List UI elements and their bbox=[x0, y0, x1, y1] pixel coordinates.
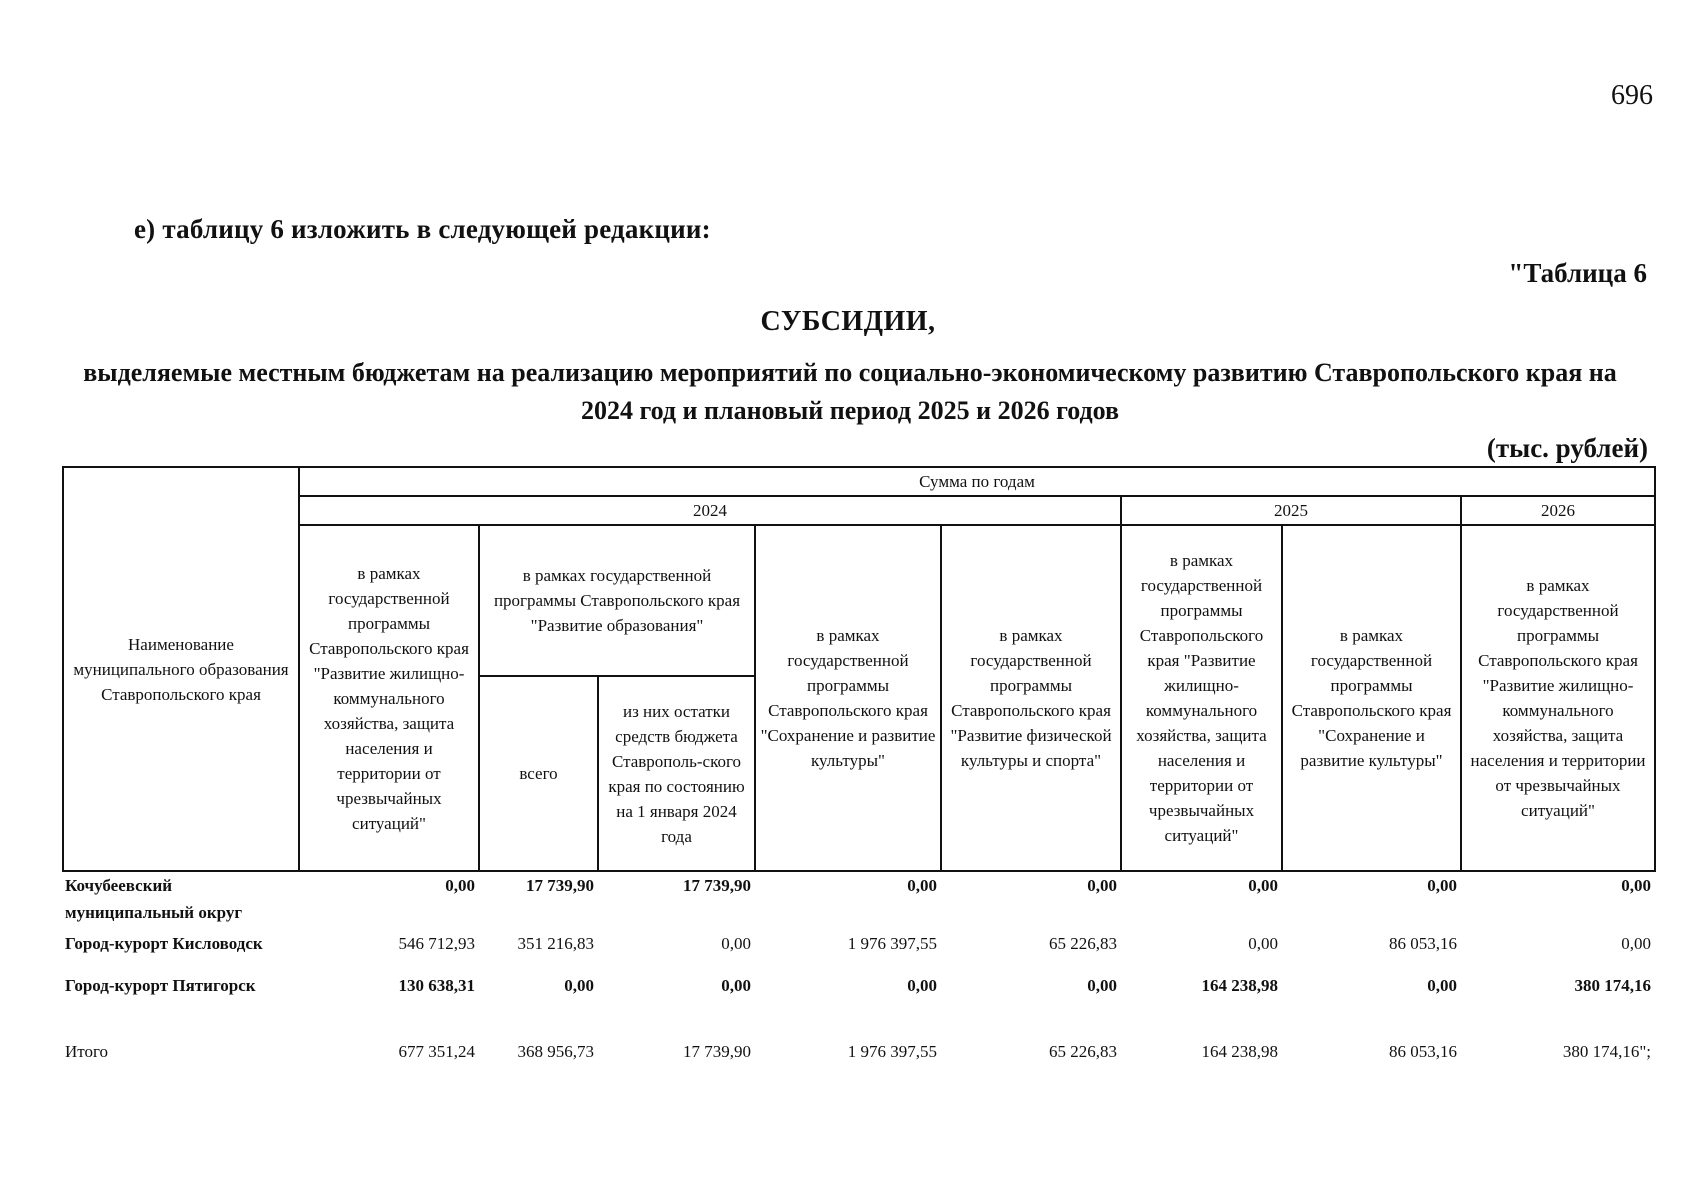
value-cell: 0,00 bbox=[1621, 876, 1651, 895]
year-2024-header: 2024 bbox=[299, 496, 1121, 525]
value-cell: 17 739,90 bbox=[683, 1042, 751, 1061]
value-cell: 0,00 bbox=[1087, 876, 1117, 895]
value-cell: 677 351,24 bbox=[398, 1042, 475, 1061]
value-cell-last bbox=[1461, 1038, 1655, 1065]
units-label: (тыс. рублей) bbox=[1486, 433, 1648, 463]
col-2024-education-header: в рамках государственной программы Ставропольского края "Развитие образования" bbox=[479, 525, 755, 676]
value-cell: 86 053,16 bbox=[1389, 1042, 1457, 1061]
col-2025-housing-header: в рамках государственной программы Ставропольского края "Развитие жилищно-коммунального хозяйства, защита населения и территории от чрезвычайных ситуаций" bbox=[1121, 525, 1282, 871]
value-cell: 164 238,98 bbox=[1201, 976, 1278, 995]
value-cell: 65 226,83 bbox=[1049, 1042, 1117, 1061]
value-cell: 17 739,90 bbox=[683, 876, 751, 895]
value-cell: 1 976 397,55 bbox=[847, 1042, 937, 1061]
value-cell: 0,00 bbox=[564, 976, 594, 995]
value-cell: 351 216,83 bbox=[517, 934, 594, 953]
col-2025-culture-header: в рамках государственной программы Ставропольского края "Сохранение и развитие культуры" bbox=[1282, 525, 1461, 871]
value-cell: 65 226,83 bbox=[1049, 934, 1117, 953]
value-text: 380 174,16 bbox=[1562, 1042, 1640, 1061]
value-cell: 380 174,16 bbox=[1574, 976, 1651, 995]
row-name: Кочубеевский муниципальный округ bbox=[65, 876, 243, 922]
value-cell: 368 956,73 bbox=[517, 1042, 594, 1061]
value-cell: 130 638,31 bbox=[398, 976, 475, 995]
value-cell: 0,00 bbox=[721, 934, 751, 953]
subsidies-table bbox=[62, 466, 1656, 1065]
value-cell: 0,00 bbox=[1248, 876, 1278, 895]
row-name: Город-курорт Пятигорск bbox=[65, 976, 256, 995]
table-label: "Таблица 6 bbox=[1508, 258, 1647, 288]
col-2026-housing-header: в рамках государственной программы Ставропольского края "Развитие жилищно-коммунального хозяйства, защита населения и территории от чрезвычайных ситуаций" bbox=[1461, 525, 1655, 871]
year-2025-header: 2025 bbox=[1121, 496, 1461, 525]
value-cell: 17 739,90 bbox=[526, 876, 594, 895]
sum-by-years-header: Сумма по годам bbox=[299, 467, 1655, 496]
value-cell: 0,00 bbox=[721, 976, 751, 995]
table-row-total bbox=[63, 1038, 1655, 1065]
value-cell: 546 712,93 bbox=[398, 934, 475, 953]
value-cell: 0,00 bbox=[1248, 934, 1278, 953]
document-subtitle: выделяемые местным бюджетам на реализацию мероприятий по социально-экономическому развитию Ставропольского края на 2024 год и плановый период 2025 и 2026 годов bbox=[83, 358, 1617, 425]
closing-quote-mark: "; bbox=[1639, 1042, 1651, 1061]
row-name: Город-курорт Кисловодск bbox=[65, 934, 263, 953]
value-cell: 86 053,16 bbox=[1389, 934, 1457, 953]
table-row bbox=[63, 871, 1655, 930]
document-title: СУБСИДИИ, bbox=[760, 306, 936, 337]
col-2024-housing-header: в рамках государственной программы Ставропольского края "Развитие жилищно-коммунального хозяйства, защита населения и территории от чрезвычайных ситуаций" bbox=[299, 525, 479, 871]
col-2024-culture-header: в рамках государственной программы Ставропольского края "Сохранение и развитие культуры" bbox=[755, 525, 941, 871]
col-2024-education-total-header: всего bbox=[479, 676, 598, 871]
name-column-header: Наименование муниципального образования Ставропольского края bbox=[63, 467, 299, 871]
intro-text: е) таблицу 6 изложить в следующей редакции: bbox=[134, 214, 711, 244]
value-cell: 0,00 bbox=[1427, 976, 1457, 995]
row-name: Итого bbox=[65, 1042, 109, 1061]
value-cell: 0,00 bbox=[445, 876, 475, 895]
table-row bbox=[63, 972, 1655, 1038]
value-cell: 1 976 397,55 bbox=[847, 934, 937, 953]
value-cell: 164 238,98 bbox=[1201, 1042, 1278, 1061]
page-number: 696 bbox=[1611, 80, 1653, 111]
value-cell: 0,00 bbox=[1087, 976, 1117, 995]
year-2026-header: 2026 bbox=[1461, 496, 1655, 525]
col-2024-education-remainder-header: из них остатки средств бюджета Ставрополь-ского края по состоянию на 1 января 2024 года bbox=[598, 676, 755, 871]
value-cell: 0,00 bbox=[1621, 934, 1651, 953]
col-2024-sport-header: в рамках государственной программы Ставропольского края "Развитие физической культуры и спорта" bbox=[941, 525, 1121, 871]
value-cell: 0,00 bbox=[907, 976, 937, 995]
table-row bbox=[63, 930, 1655, 972]
value-cell: 0,00 bbox=[1427, 876, 1457, 895]
value-cell: 0,00 bbox=[907, 876, 937, 895]
